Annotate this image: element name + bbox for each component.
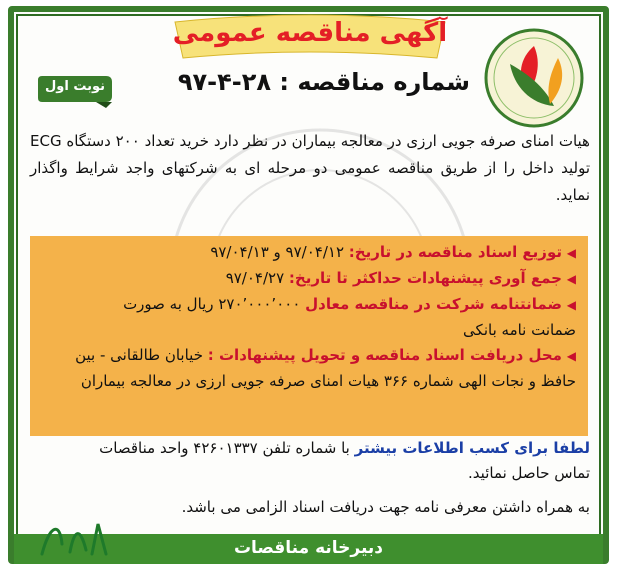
page-title: آگهی مناقصه عمومی	[172, 18, 448, 48]
contact-paragraph	[30, 436, 590, 486]
intro-line-1: هیات امنای صرفه جویی ارزی در معالجه بیماران در نظر دارد خرید تعداد ۲۰۰	[115, 132, 590, 150]
distribution-value: ۹۷/۰۴/۱۲ و ۹۷/۰۴/۱۳	[210, 243, 344, 261]
bullet-arrow-icon: ◀	[566, 349, 576, 363]
bullet-arrow-icon: ◀	[566, 272, 576, 286]
address-cont: حافظ و نجات الهی شماره ۳۶۶ هیات امنای صرفه جویی ارزی در معالجه بیماران	[80, 372, 576, 390]
tender-number: شماره مناقصه : ۲۸-۴-۹۷	[177, 68, 470, 96]
handwritten-mark	[36, 514, 116, 562]
contact-label: لطفا برای کسب اطلاعات بیشتر	[354, 439, 590, 457]
final-note: به همراه داشتن معرفی نامه جهت دریافت اسناد الزامی می باشد.	[181, 498, 590, 516]
contact-value: با شماره تلفن ۴۲۶۰۱۳۳۷ واحد مناقصات	[99, 439, 350, 457]
address-value: خیابان طالقانی - بین	[75, 346, 203, 364]
bullet-arrow-icon: ◀	[566, 246, 576, 260]
guarantee-value: ۲۷۰٬۰۰۰٬۰۰۰ ریال به صورت	[123, 295, 301, 313]
distribution-label: توزیع اسناد مناقصه در تاریخ:	[348, 243, 562, 261]
address-label: محل دریافت اسناد مناقصه و تحویل پیشنهادات :	[207, 346, 562, 364]
submission-line	[30, 266, 580, 292]
guarantee-cont: ضمانت نامه بانکی	[463, 321, 576, 339]
bullet-arrow-icon: ◀	[566, 298, 576, 312]
intro-line-2: دستگاه ECG تولید داخل را از طریق مناقصه عمومی دو مرحله ای به شرکتهای	[30, 132, 590, 177]
logo-emblem-icon	[480, 24, 588, 132]
submission-value: ۹۷/۰۴/۲۷	[225, 269, 285, 287]
badge-first-notice	[36, 70, 114, 108]
intro-paragraph	[30, 128, 590, 209]
details-box	[30, 236, 588, 436]
footer-text: دبیرخانه مناقصات	[233, 538, 384, 558]
distribution-line	[30, 240, 580, 266]
guarantee-line	[30, 292, 580, 318]
header-banner	[165, 14, 455, 66]
submission-label: جمع آوری پیشنهادات حداکثر تا تاریخ:	[288, 269, 562, 287]
intro-line-3: واجد شرایط واگذار نماید.	[30, 159, 590, 204]
address-line	[30, 343, 580, 369]
badge-label: نوبت اول	[44, 79, 106, 94]
contact-cont: تماس حاصل نمائید.	[468, 464, 590, 482]
guarantee-label: ضمانتنامه شرکت در مناقصه معادل	[305, 295, 562, 313]
